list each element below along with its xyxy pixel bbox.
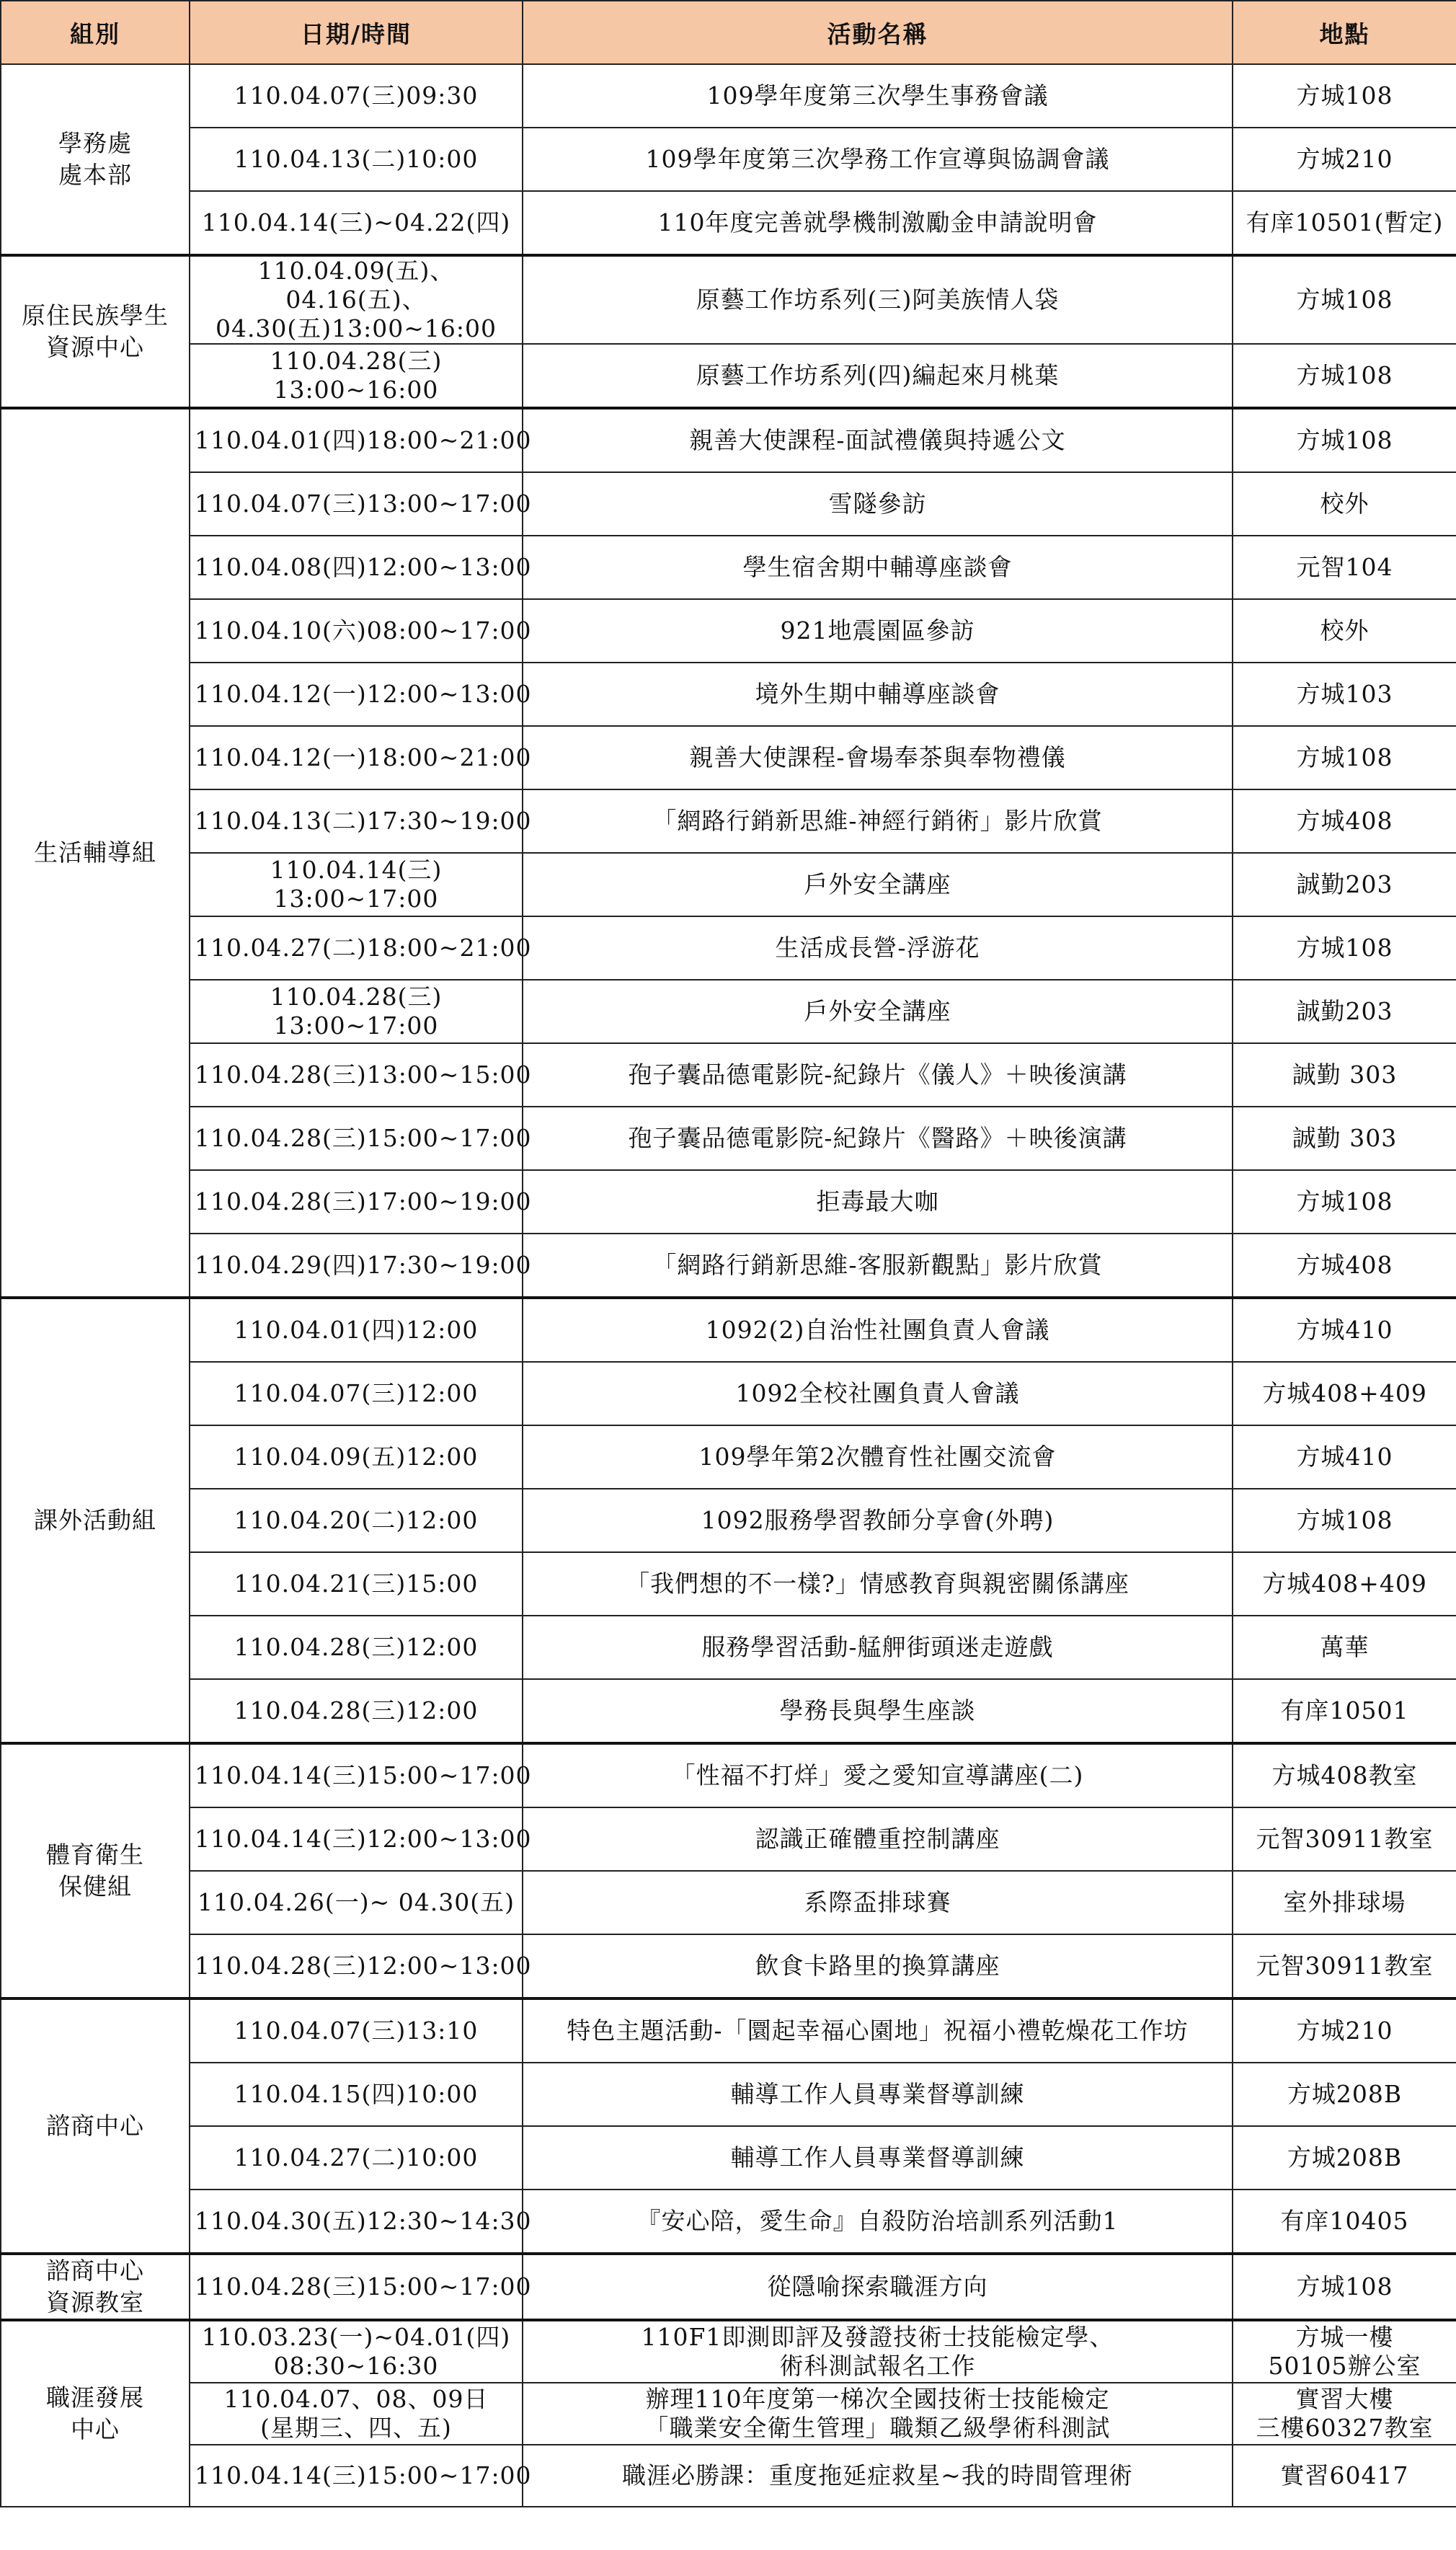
- group-name-cell: 原住民族學生 資源中心: [1, 255, 190, 408]
- activity-name-cell: 原藝工作坊系列(三)阿美族情人袋: [523, 255, 1233, 344]
- table-row: [1, 408, 1456, 472]
- activity-name-cell: 雪隧參訪: [523, 472, 1233, 536]
- activity-name-cell: 原藝工作坊系列(四)編起來月桃葉: [523, 344, 1233, 408]
- location-cell: 校外: [1233, 472, 1456, 536]
- date-cell: 110.04.14(三)12:00~13:00: [190, 1807, 523, 1871]
- location-cell: 方城408教室: [1233, 1743, 1456, 1807]
- group-name-cell: 職涯發展 中心: [1, 2320, 190, 2507]
- activity-name-cell: 『安心陪，愛生命』自殺防治培訓系列活動1: [523, 2190, 1233, 2254]
- group-name-cell: 體育衛生 保健組: [1, 1743, 190, 1998]
- activity-name-cell: 921地震園區參訪: [523, 599, 1233, 663]
- table-body: [1, 64, 1456, 2507]
- date-cell: 110.04.07(三)09:30: [190, 64, 523, 128]
- header-date: 日期/時間: [190, 1, 523, 64]
- activity-name-cell: 職涯必勝課：重度拖延症救星~我的時間管理術: [523, 2445, 1233, 2507]
- table-row: [1, 128, 1456, 191]
- date-cell: 110.04.28(三) 13:00~17:00: [190, 980, 523, 1043]
- location-cell: 方城108: [1233, 408, 1456, 472]
- activity-name-cell: 服務學習活動-艋舺街頭迷走遊戲: [523, 1616, 1233, 1679]
- table-row: [1, 916, 1456, 980]
- date-cell: 110.04.01(四)18:00~21:00: [190, 408, 523, 472]
- date-cell: 110.04.15(四)10:00: [190, 2063, 523, 2126]
- location-cell: 方城208B: [1233, 2063, 1456, 2126]
- date-cell: 110.04.12(一)12:00~13:00: [190, 663, 523, 726]
- date-cell: 110.04.27(二)18:00~21:00: [190, 916, 523, 980]
- location-cell: 有庠10405: [1233, 2190, 1456, 2254]
- table-row: [1, 2383, 1456, 2445]
- activity-name-cell: 認識正確體重控制講座: [523, 1807, 1233, 1871]
- activity-name-cell: 戶外安全講座: [523, 980, 1233, 1043]
- date-cell: 110.04.28(三)17:00~19:00: [190, 1170, 523, 1234]
- table-row: [1, 599, 1456, 663]
- location-cell: 方城410: [1233, 1298, 1456, 1362]
- location-cell: 誠勤 303: [1233, 1043, 1456, 1107]
- location-cell: 元智104: [1233, 536, 1456, 599]
- location-cell: 元智30911教室: [1233, 1807, 1456, 1871]
- activity-name-cell: 輔導工作人員專業督導訓練: [523, 2063, 1233, 2126]
- location-cell: 方城108: [1233, 1170, 1456, 1234]
- activity-name-cell: 「網路行銷新思維-客服新觀點」影片欣賞: [523, 1234, 1233, 1298]
- location-cell: 方城108: [1233, 916, 1456, 980]
- date-cell: 110.04.10(六)08:00~17:00: [190, 599, 523, 663]
- activity-name-cell: 學務長與學生座談: [523, 1679, 1233, 1743]
- table-row: [1, 1425, 1456, 1489]
- activity-name-cell: 1092服務學習教師分享會(外聘): [523, 1489, 1233, 1552]
- location-cell: 萬華: [1233, 1616, 1456, 1679]
- header-location: 地點: [1233, 1, 1456, 64]
- location-cell: 方城108: [1233, 2254, 1456, 2320]
- table-row: [1, 853, 1456, 916]
- location-cell: 方城408+409: [1233, 1362, 1456, 1425]
- date-cell: 110.04.28(三)12:00: [190, 1616, 523, 1679]
- date-cell: 110.04.28(三)12:00~13:00: [190, 1934, 523, 1998]
- table-row: [1, 1234, 1456, 1298]
- table-row: [1, 1170, 1456, 1234]
- location-cell: 有庠10501(暫定): [1233, 191, 1456, 255]
- date-cell: 110.04.29(四)17:30~19:00: [190, 1234, 523, 1298]
- date-cell: 110.04.07(三)13:10: [190, 1998, 523, 2063]
- location-cell: 方城408+409: [1233, 1552, 1456, 1616]
- activity-name-cell: 戶外安全講座: [523, 853, 1233, 916]
- activity-name-cell: 拒毒最大咖: [523, 1170, 1233, 1234]
- activity-name-cell: 輔導工作人員專業督導訓練: [523, 2126, 1233, 2190]
- date-cell: 110.04.12(一)18:00~21:00: [190, 726, 523, 789]
- date-cell: 110.04.27(二)10:00: [190, 2126, 523, 2190]
- table-row: [1, 1679, 1456, 1743]
- table-row: [1, 1807, 1456, 1871]
- table-row: [1, 255, 1456, 344]
- date-cell: 110.04.26(一)~ 04.30(五): [190, 1871, 523, 1934]
- date-cell: 110.04.09(五)、04.16(五)、 04.30(五)13:00~16:00: [190, 255, 523, 344]
- group-name-cell: 諮商中心 資源教室: [1, 2254, 190, 2320]
- activity-name-cell: 「我們想的不一樣?」情感教育與親密關係講座: [523, 1552, 1233, 1616]
- activity-name-cell: 1092全校社團負責人會議: [523, 1362, 1233, 1425]
- activity-name-cell: 「網路行銷新思維-神經行銷術」影片欣賞: [523, 789, 1233, 853]
- table-row: [1, 980, 1456, 1043]
- table-row: [1, 2126, 1456, 2190]
- activity-name-cell: 飲食卡路里的換算講座: [523, 1934, 1233, 1998]
- location-cell: 方城一樓 50105辦公室: [1233, 2320, 1456, 2383]
- table-row: [1, 536, 1456, 599]
- location-cell: 方城408: [1233, 1234, 1456, 1298]
- table-row: [1, 472, 1456, 536]
- location-cell: 方城210: [1233, 128, 1456, 191]
- location-cell: 方城103: [1233, 663, 1456, 726]
- date-cell: 110.04.14(三) 13:00~17:00: [190, 853, 523, 916]
- activity-name-cell: 109學年第2次體育性社團交流會: [523, 1425, 1233, 1489]
- activity-name-cell: 孢子囊品德電影院-紀錄片《儀人》＋映後演講: [523, 1043, 1233, 1107]
- date-cell: 110.04.13(二)10:00: [190, 128, 523, 191]
- activity-name-cell: 孢子囊品德電影院-紀錄片《醫路》＋映後演講: [523, 1107, 1233, 1170]
- header-group: 組別: [1, 1, 190, 64]
- activity-name-cell: 「性福不打烊」愛之愛知宣導講座(二): [523, 1743, 1233, 1807]
- group-name-cell: 諮商中心: [1, 1998, 190, 2254]
- date-cell: 110.04.14(三)15:00~17:00: [190, 1743, 523, 1807]
- location-cell: 誠勤203: [1233, 853, 1456, 916]
- location-cell: 室外排球場: [1233, 1871, 1456, 1934]
- table-row: [1, 344, 1456, 408]
- table-row: [1, 2320, 1456, 2383]
- table-row: [1, 789, 1456, 853]
- location-cell: 誠勤203: [1233, 980, 1456, 1043]
- activity-name-cell: 從隱喻探索職涯方向: [523, 2254, 1233, 2320]
- location-cell: 方城410: [1233, 1425, 1456, 1489]
- location-cell: 方城108: [1233, 1489, 1456, 1552]
- location-cell: 實習60417: [1233, 2445, 1456, 2507]
- date-cell: 110.04.07(三)12:00: [190, 1362, 523, 1425]
- activity-name-cell: 學生宿舍期中輔導座談會: [523, 536, 1233, 599]
- date-cell: 110.04.28(三)15:00~17:00: [190, 2254, 523, 2320]
- activity-name-cell: 特色主題活動-「圜起幸福心園地」祝福小禮乾燥花工作坊: [523, 1998, 1233, 2063]
- table-row: [1, 1998, 1456, 2063]
- location-cell: 方城108: [1233, 726, 1456, 789]
- date-cell: 110.04.28(三)13:00~15:00: [190, 1043, 523, 1107]
- activity-name-cell: 境外生期中輔導座談會: [523, 663, 1233, 726]
- date-cell: 110.04.28(三)12:00: [190, 1679, 523, 1743]
- table-row: [1, 1871, 1456, 1934]
- date-cell: 110.04.13(二)17:30~19:00: [190, 789, 523, 853]
- date-cell: 110.04.14(三)15:00~17:00: [190, 2445, 523, 2507]
- table-row: [1, 2190, 1456, 2254]
- date-cell: 110.04.28(三) 13:00~16:00: [190, 344, 523, 408]
- activity-name-cell: 系際盃排球賽: [523, 1871, 1233, 1934]
- table-row: [1, 1043, 1456, 1107]
- date-cell: 110.04.21(三)15:00: [190, 1552, 523, 1616]
- location-cell: 實習大樓 三樓60327教室: [1233, 2383, 1456, 2445]
- table-row: [1, 2063, 1456, 2126]
- table-row: [1, 663, 1456, 726]
- date-cell: 110.04.30(五)12:30~14:30: [190, 2190, 523, 2254]
- group-name-cell: 生活輔導組: [1, 408, 190, 1298]
- activity-name-cell: 生活成長營-浮游花: [523, 916, 1233, 980]
- header-row: [1, 1, 1456, 64]
- table-header: [1, 1, 1456, 64]
- location-cell: 方城408: [1233, 789, 1456, 853]
- activity-name-cell: 110年度完善就學機制激勵金申請說明會: [523, 191, 1233, 255]
- table-row: [1, 64, 1456, 128]
- date-cell: 110.04.14(三)~04.22(四): [190, 191, 523, 255]
- table-row: [1, 191, 1456, 255]
- location-cell: 有庠10501: [1233, 1679, 1456, 1743]
- location-cell: 誠勤 303: [1233, 1107, 1456, 1170]
- activity-name-cell: 109學年度第三次學生事務會議: [523, 64, 1233, 128]
- date-cell: 110.04.07(三)13:00~17:00: [190, 472, 523, 536]
- location-cell: 方城210: [1233, 1998, 1456, 2063]
- table-row: [1, 1743, 1456, 1807]
- activity-name-cell: 1092(2)自治性社團負責人會議: [523, 1298, 1233, 1362]
- location-cell: 方城208B: [1233, 2126, 1456, 2190]
- header-activity-name: 活動名稱: [523, 1, 1233, 64]
- table-row: [1, 2445, 1456, 2507]
- location-cell: 校外: [1233, 599, 1456, 663]
- location-cell: 方城108: [1233, 344, 1456, 408]
- table-row: [1, 726, 1456, 789]
- date-cell: 110.04.20(二)12:00: [190, 1489, 523, 1552]
- activity-name-cell: 109學年度第三次學務工作宣導與協調會議: [523, 128, 1233, 191]
- activity-name-cell: 辦理110年度第一梯次全國技術士技能檢定 「職業安全衛生管理」職類乙級學術科測試: [523, 2383, 1233, 2445]
- date-cell: 110.04.07、08、09日 (星期三、四、五): [190, 2383, 523, 2445]
- location-cell: 元智30911教室: [1233, 1934, 1456, 1998]
- location-cell: 方城108: [1233, 64, 1456, 128]
- date-cell: 110.04.08(四)12:00~13:00: [190, 536, 523, 599]
- date-cell: 110.04.09(五)12:00: [190, 1425, 523, 1489]
- table-row: [1, 1107, 1456, 1170]
- date-cell: 110.04.28(三)15:00~17:00: [190, 1107, 523, 1170]
- activity-name-cell: 親善大使課程-面試禮儀與持遞公文: [523, 408, 1233, 472]
- table-row: [1, 2254, 1456, 2320]
- activity-name-cell: 110F1即測即評及發證技術士技能檢定學、 術科測試報名工作: [523, 2320, 1233, 2383]
- group-name-cell: 課外活動組: [1, 1298, 190, 1743]
- table-row: [1, 1362, 1456, 1425]
- table-row: [1, 1552, 1456, 1616]
- date-cell: 110.03.23(一)~04.01(四) 08:30~16:30: [190, 2320, 523, 2383]
- location-cell: 方城108: [1233, 255, 1456, 344]
- date-cell: 110.04.01(四)12:00: [190, 1298, 523, 1362]
- table-row: [1, 1298, 1456, 1362]
- table-row: [1, 1616, 1456, 1679]
- table-row: [1, 1489, 1456, 1552]
- table-row: [1, 1934, 1456, 1998]
- group-name-cell: 學務處 處本部: [1, 64, 190, 255]
- activity-name-cell: 親善大使課程-會場奉茶與奉物禮儀: [523, 726, 1233, 789]
